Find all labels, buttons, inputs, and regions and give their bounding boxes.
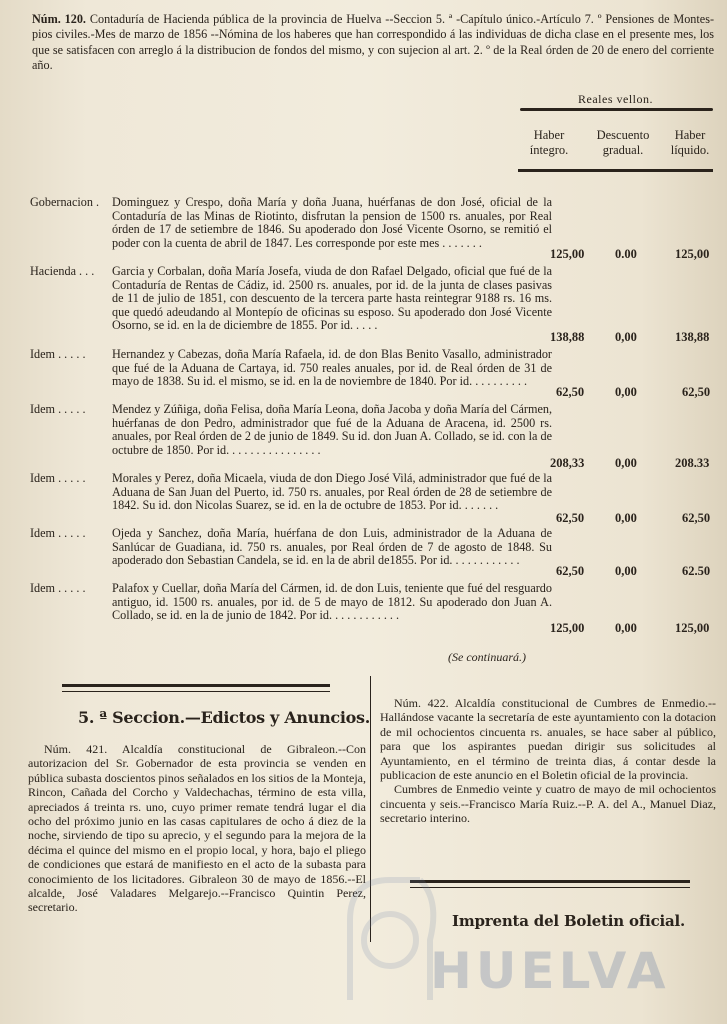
currency-group-header: Reales vellon. [578,92,653,106]
table-row [30,348,720,402]
table-row [30,265,720,347]
printer-imprint: Imprenta del Boletin oficial. [452,912,686,930]
row-description: Mendez y Zúñiga, doña Felisa, doña María Leona, doña Jacoba y doña María del Cármen, huérfanas de don Pedro, administrador que fué de la Aduana de Aracena, id. 2500 rs. anuales, por Real órden de 2 de junio de 1849. Su id. don Juan A. Collado, se id. con la de octubre de 1850. Por id. . . . . . . . . . . . . . . . [112,402,552,457]
table-row [30,527,720,581]
row-descuento: 0,00 [615,564,637,578]
table-row [30,196,720,262]
row-liquido: 62.50 [682,564,711,578]
row-ministry-label: Idem . . . . . [30,526,86,540]
column-header-liquido: Haber líquido. [670,128,710,157]
column-header-descuento: Descuento gradual. [596,128,650,157]
row-ministry-label: Idem . . . . . [30,402,86,416]
payroll-header-text: Contaduría de Hacienda pública de la provincia de Huelva --Seccion 5. ª -Capítulo único.-Artículo 7. º Pensiones de Montes-pios civiles.-Mes de marzo de 1856 --Nómina de los haberes que han correspondido á las individuas de dicha clase en el presente mes, los que se satisfacen con arreglo á la distribucion de fondos del mismo, y con sujecion al art. 2. º de la Real órden de 20 de enero del corriente año. [32,12,714,72]
row-description: Palafox y Cuellar, doña María del Cármen, id. de don Luis, teniente que fué del resguardo antiguo, id. 1500 rs. anuales, por id. de 5 de mayo de 1812. Su apoderado don Juan A. Collado, se id. en la de junio de 1842. Por id. . . . . . . . . . . . [112,581,552,623]
row-descuento: 0,00 [615,621,637,635]
row-liquido: 62,50 [682,511,711,525]
group-header-rule [520,108,713,111]
row-liquido: 138,88 [675,330,710,344]
table-row [30,582,720,638]
notice-421: Núm. 421. Alcaldía constitucional de Gibraleon.--Con autorizacion del Sr. Gobernador de esta provincia se venden en pública subasta doscientos pinos señalados en los sitios de la Monteja, Rincon, Cañada del Corcho y Valdechachas, término de esta villa, apreciados á treinta rs. uno, cuyo primer remate tendrá lugar el dia ocho del próximo junio en las casas capitulares de ocho á diez de la noche, sirviendo de tipo su aprecio, y el segundo para la mejora de la décima el quince del mismo en el propio local, y hora, bajo el pliego de condiciones que estará de manifiesto en el acto de la subasta para conocimiento de los licitadores. Gibraleon 30 de mayo de 1856.--El alcalde, José Valadares Melgarejo.--Francisco Quintin Perez, secretario. [28,742,366,915]
row-liquido: 62,50 [682,385,711,399]
notice-422-paragraph: Núm. 422. Alcaldía constitucional de Cumbres de Enmedio.--Hallándose vacante la secretaría de este ayuntamiento con la dotacion de mil ochocientos cincuenta rs. anuales, se hace saber al público, para que los aspirantes puedan dirigir sus solicitudes al Ayuntamiento, en el término de treinta dias, á contar desde la publicacion de este anuncio en el Boletin oficial de la provincia. [380,696,716,783]
row-integro: 62,50 [556,385,585,399]
row-description: Morales y Perez, doña Micaela, viuda de don Diego José Vilá, administrador que fué de la Aduana de San Juan del Puerto, id. 750 rs. anuales, por Real órden de 28 de setiembre de 1842. Su id. don Nicolas Suarez, se id. en la de octubre de 1853. Por id. . . . . . . [112,471,552,513]
row-description: Dominguez y Crespo, doña María y doña Juana, huérfanas de don José, oficial de la Contaduría de las Minas de Riotinto, disfrutan la pension de 1500 rs. anuales, por Real órden de 17 de setiembre de 1846. Su apoderado don José Vicente Osorno, se remitió el poder con la cuenta de abril de 1847. Les corresponde por este mes . . . . . . . [112,195,552,250]
row-integro: 62,50 [556,511,585,525]
table-row [30,472,720,526]
row-descuento: 0,00 [615,385,637,399]
row-integro: 208,33 [550,456,585,470]
row-liquido: 125,00 [675,247,710,261]
row-descuento: 0,00 [615,330,637,344]
row-ministry-label: Hacienda . . . [30,264,95,278]
column-header-integro: Haber íntegro. [529,128,569,157]
continuation-note: (Se continuará.) [448,650,526,664]
section-divider-left [62,684,330,692]
row-ministry-label: Gobernacion . [30,195,100,209]
payroll-header-paragraph [32,12,714,73]
row-description: Hernandez y Cabezas, doña María Rafaela, id. de don Blas Benito Vasallo, administrador que fué de la Aduana de Cartaya, id. 750 reales anuales, por id. de Real órden de 31 de mayo de 1838. Su id. el mismo, se id. en la de noviembre de 1840. Por id. . . . . . . . . . [112,347,552,389]
row-integro: 62,50 [556,564,585,578]
notice-422-signature: Cumbres de Enmedio veinte y cuatro de mayo de mil ochocientos cincuenta y seis.--Francisco María Ruiz.--P. A. del A., Manuel Diaz, secretario interino. [380,782,716,826]
row-integro: 138,88 [550,330,585,344]
column-header-rule [518,169,713,172]
row-integro: 125,00 [550,247,585,261]
row-ministry-label: Idem . . . . . [30,347,86,361]
row-description: Garcia y Corbalan, doña María Josefa, viuda de don Rafael Delgado, oficial que fué de la Contaduría de Rentas de Cádiz, id. 2500 rs. anuales, por id. de la junta de clases pasivas de 11 de julio de 1851, con descuento de la tercera parte hasta reintegrar 9188 rs. 16 ms. que quedó adeudando al Montepío de oficinas su esposo. Su apoderado don José Vicente Osorno, se id. en la de diciembre de 1855. Por id. . . . . [112,264,552,333]
row-liquido: 125,00 [675,621,710,635]
payroll-number: Núm. 120. [32,12,86,26]
row-descuento: 0.00 [615,247,637,261]
row-descuento: 0,00 [615,456,637,470]
notice-422 [380,696,716,826]
section-title: 5. ª Seccion.—Edictos y Anuncios. [78,708,370,727]
row-ministry-label: Idem . . . . . [30,581,86,595]
row-liquido: 208.33 [675,456,710,470]
watermark-text: HUELVA [430,942,670,1000]
row-descuento: 0,00 [615,511,637,525]
table-row [30,403,720,471]
row-integro: 125,00 [550,621,585,635]
row-ministry-label: Idem . . . . . [30,471,86,485]
row-description: Ojeda y Sanchez, doña María, huérfana de don Luis, administrador de la Aduana de Sanlúcar de Guadiana, id. 750 rs. anuales, por Real órden de 7 de agosto de 1848. Su apoderado don Sebastian Candela, se id. en la de abril de1855. Por id. . . . . . . . . . . . [112,526,552,568]
